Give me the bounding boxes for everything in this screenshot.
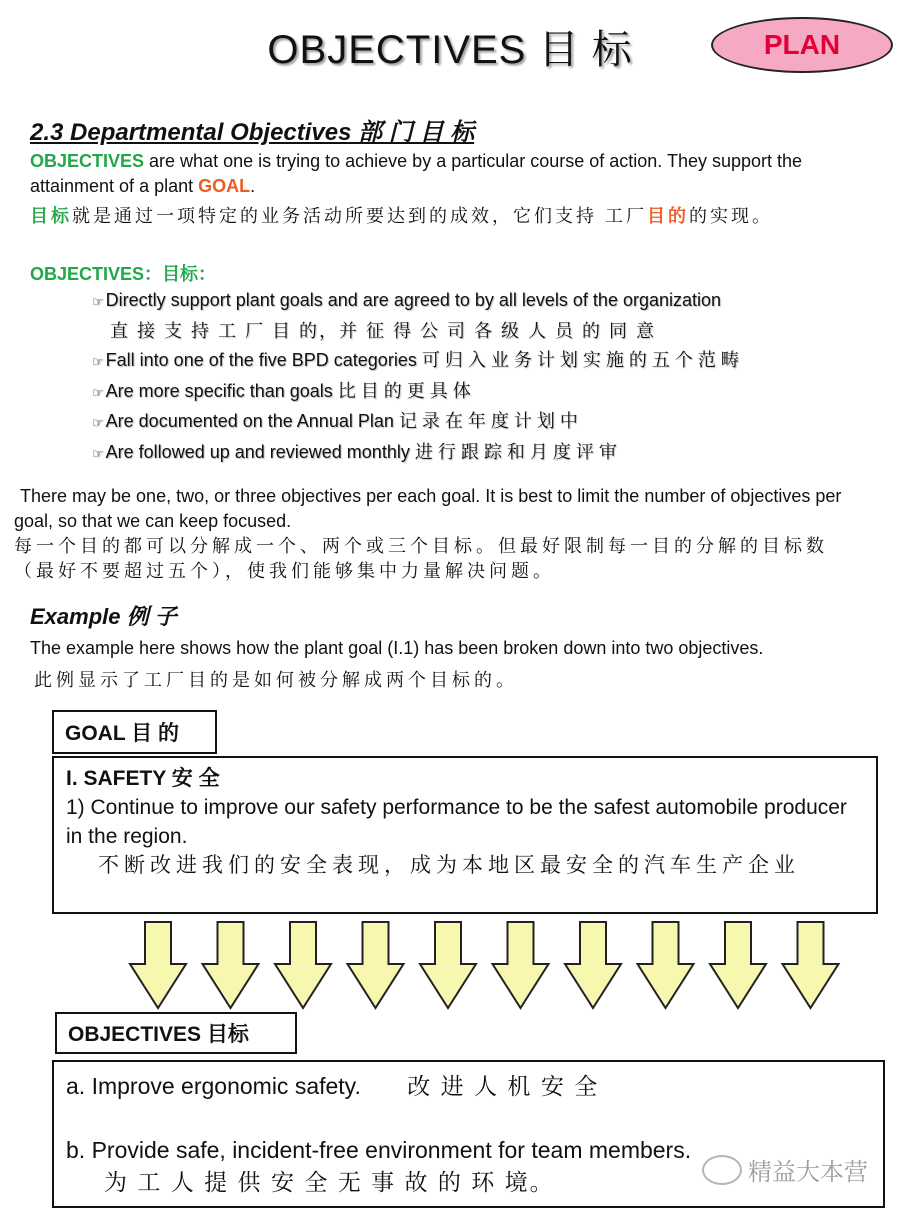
- keyword-goal-cn: 目的: [647, 206, 689, 226]
- pointing-hand-icon: ☞: [92, 415, 104, 431]
- objective-a: [66, 1070, 871, 1102]
- pointing-hand-icon: ☞: [92, 445, 104, 461]
- limit-english: There may be one, two, or three objectives per each goal. It is best to limit the number of objectives per goal, so that we can keep focused.: [14, 486, 842, 531]
- intro-cn-text-1: 就是通过一项特定的业务活动所要达到的成效，它们支持 工厂: [72, 206, 647, 226]
- down-arrow-icon: [710, 922, 766, 1008]
- wechat-icon: [702, 1155, 742, 1185]
- bullet-item: ☞ Are more specific than goals 比 目 的 更 具 体: [92, 380, 471, 401]
- safety-goal-box: [52, 756, 878, 914]
- down-arrow-icon: [130, 922, 186, 1008]
- page-title: OBJECTIVES 目 标: [267, 28, 633, 72]
- goal-label-box: GOAL 目 的: [52, 710, 217, 754]
- limit-chinese: 每一个目的都可以分解成一个、两个或三个目标。但最好限制每一目的分解的目标数（最好不要超过五个），使我们能够集中力量解决问题。: [14, 536, 828, 581]
- bullet-item-cn: 直 接 支 持 工 厂 目 的，并 征 得 公 司 各 级 人 员 的 同 意: [110, 320, 657, 341]
- down-arrow-icon: [203, 922, 259, 1008]
- down-arrow-icon: [565, 922, 621, 1008]
- down-arrow-icon: [493, 922, 549, 1008]
- objective-a-chinese: 改 进 人 机 安 全: [407, 1073, 600, 1099]
- example-text-english: The example here shows how the plant goal (I.1) has been broken down into two objectives.: [30, 638, 764, 658]
- objective-a-english: a. Improve ergonomic safety.: [66, 1073, 361, 1099]
- safety-english: 1) Continue to improve our safety performance to be the safest automobile producer in the region.: [66, 796, 847, 848]
- pointing-hand-icon: ☞: [92, 354, 104, 370]
- plan-badge: PLAN: [711, 17, 893, 73]
- down-arrow-icon: [275, 922, 331, 1008]
- objectives-list-title: OBJECTIVES：目标：: [30, 264, 217, 284]
- safety-title: I. SAFETY 安 全: [66, 767, 220, 790]
- pointing-hand-icon: ☞: [92, 294, 104, 309]
- down-arrow-icon: [783, 922, 839, 1008]
- bullet-item: ☞ Are documented on the Annual Plan 记 录 在 年 度 计 划 中: [92, 411, 578, 432]
- objectives-label-box: OBJECTIVES 目标: [55, 1012, 297, 1054]
- down-arrow-icon: [348, 922, 404, 1008]
- keyword-objectives-cn: 目标: [30, 206, 72, 226]
- bullet-item: ☞ Fall into one of the five BPD categories 可 归 入 业 务 计 划 实 施 的 五 个 范 畴: [92, 350, 739, 371]
- objectives-bullet-list: [92, 286, 739, 469]
- intro-english: [30, 149, 890, 199]
- intro-text-2: .: [250, 176, 256, 196]
- down-arrow-icon: [638, 922, 694, 1008]
- intro-cn-text-2: 的实现。: [689, 206, 773, 226]
- intro-text-1: are what one is trying to achieve by a particular course of action. They support the attainment of a plant: [30, 151, 803, 196]
- breakdown-arrows: [120, 920, 850, 1012]
- bullet-item: ☞ Are followed up and reviewed monthly 进 行 跟 踪 和 月 度 评 审: [92, 441, 617, 462]
- objective-b-chinese: 为 工 人 提 供 安 全 无 事 故 的 环 境。: [104, 1169, 555, 1195]
- keyword-objectives: OBJECTIVES: [30, 151, 145, 171]
- keyword-goal: GOAL: [198, 176, 251, 196]
- example-heading: Example 例 子: [30, 604, 177, 629]
- safety-chinese: 不断改进我们的安全表现，成为本地区最安全的汽车生产企业: [98, 854, 800, 877]
- intro-chinese: [30, 204, 875, 229]
- bullet-item: ☞ Directly support plant goals and are agreed to by all levels of the organization: [92, 290, 722, 310]
- pointing-hand-icon: ☞: [92, 384, 104, 400]
- example-text-chinese: 此例显示了工厂目的是如何被分解成两个目标的。: [34, 670, 518, 690]
- down-arrow-icon: [420, 922, 476, 1008]
- objective-b-english: b. Provide safe, incident-free environment for team members.: [66, 1137, 692, 1163]
- section-heading: 2.3 Departmental Objectives 部 门 目 标: [30, 119, 475, 146]
- watermark: 精益大本营: [702, 1152, 868, 1187]
